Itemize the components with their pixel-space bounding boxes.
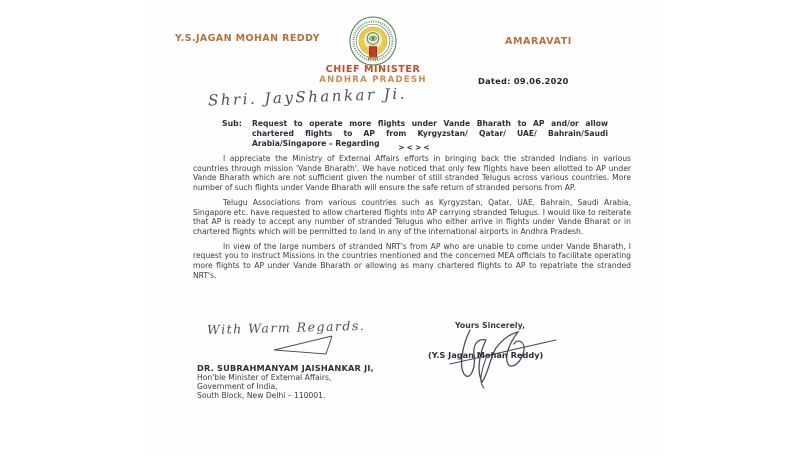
letter-body [193, 154, 631, 285]
state-name: ANDHRA PRADESH [319, 75, 427, 85]
addressee-title: Hon'ble Minister of External Affairs, [197, 373, 332, 382]
subject-separator: ><>< [398, 143, 432, 152]
subject-label: Sub: [222, 119, 242, 128]
subject-text: Request to operate more flights under Vande Bharath to AP and/or allow chartered flights to AP from Kyrgyzstan/ Qatar/ UAE/ Bahrain/Saudi Arabia/Singapore – Regarding [252, 119, 608, 148]
handwritten-regards: With Warm Regards. [206, 317, 366, 338]
paragraph-3: In view of the large numbers of stranded NRT's from AP who are unable to come under Vande Bharath, I request you to instruct Missions in the countries mentioned and the concerned MEA officials to facilitate operating more flights to AP under Vande Bharath or allowing as many chartered flights to AP to repatriate the stranded NRT's. [193, 241, 631, 280]
date-line: Dated: 09.06.2020 [478, 76, 569, 86]
addressee-address: South Block, New Delhi – 110001. [197, 391, 326, 400]
handwritten-salutation: Shri. JayShankar Ji. [207, 84, 408, 110]
addressee-block [197, 363, 374, 400]
letter-page [150, 0, 662, 457]
sincerely-label: Yours Sincerely, [455, 321, 526, 330]
state-emblem-icon [348, 16, 398, 68]
paragraph-1: I appreciate the Ministry of External Affairs efforts in bringing back the stranded Indians in various countries through mission 'Vande Bharath'. We have noticed that only few flights have been allotted to AP under Vande Bharath which are not sufficient given the number of still stranded Telugus across various countries. More number of such flights under Vande Bharath will ensure the safe return of stranded persons from AP. [193, 154, 631, 193]
regards-flourish-stroke [260, 334, 340, 362]
paragraph-2: Telugu Associations from various countries such as Kyrgyzstan, Qatar, UAE, Bahrain, Saudi Arabia, Singapore etc. have requested to allow chartered flights into AP carrying stranded Telugus. I would like to reiterate that AP is ready to accept any number of stranded Telugus who either arrive in flights under Vande Bharat or in chartered flights which will be permitted to land in any of the international airports in Andhra Pradesh. [193, 197, 631, 236]
addressee-org: Government of India, [197, 382, 278, 391]
sender-name: Y.S.JAGAN MOHAN REDDY [175, 33, 320, 44]
addressee-name: DR. SUBRAHMANYAM JAISHANKAR JI, [197, 363, 374, 373]
chief-minister-title: CHIEF MINISTER [325, 64, 421, 75]
signatory-name: (Y.S Jagan Mohan Reddy) [428, 350, 544, 360]
location-label: AMARAVATI [505, 36, 572, 47]
